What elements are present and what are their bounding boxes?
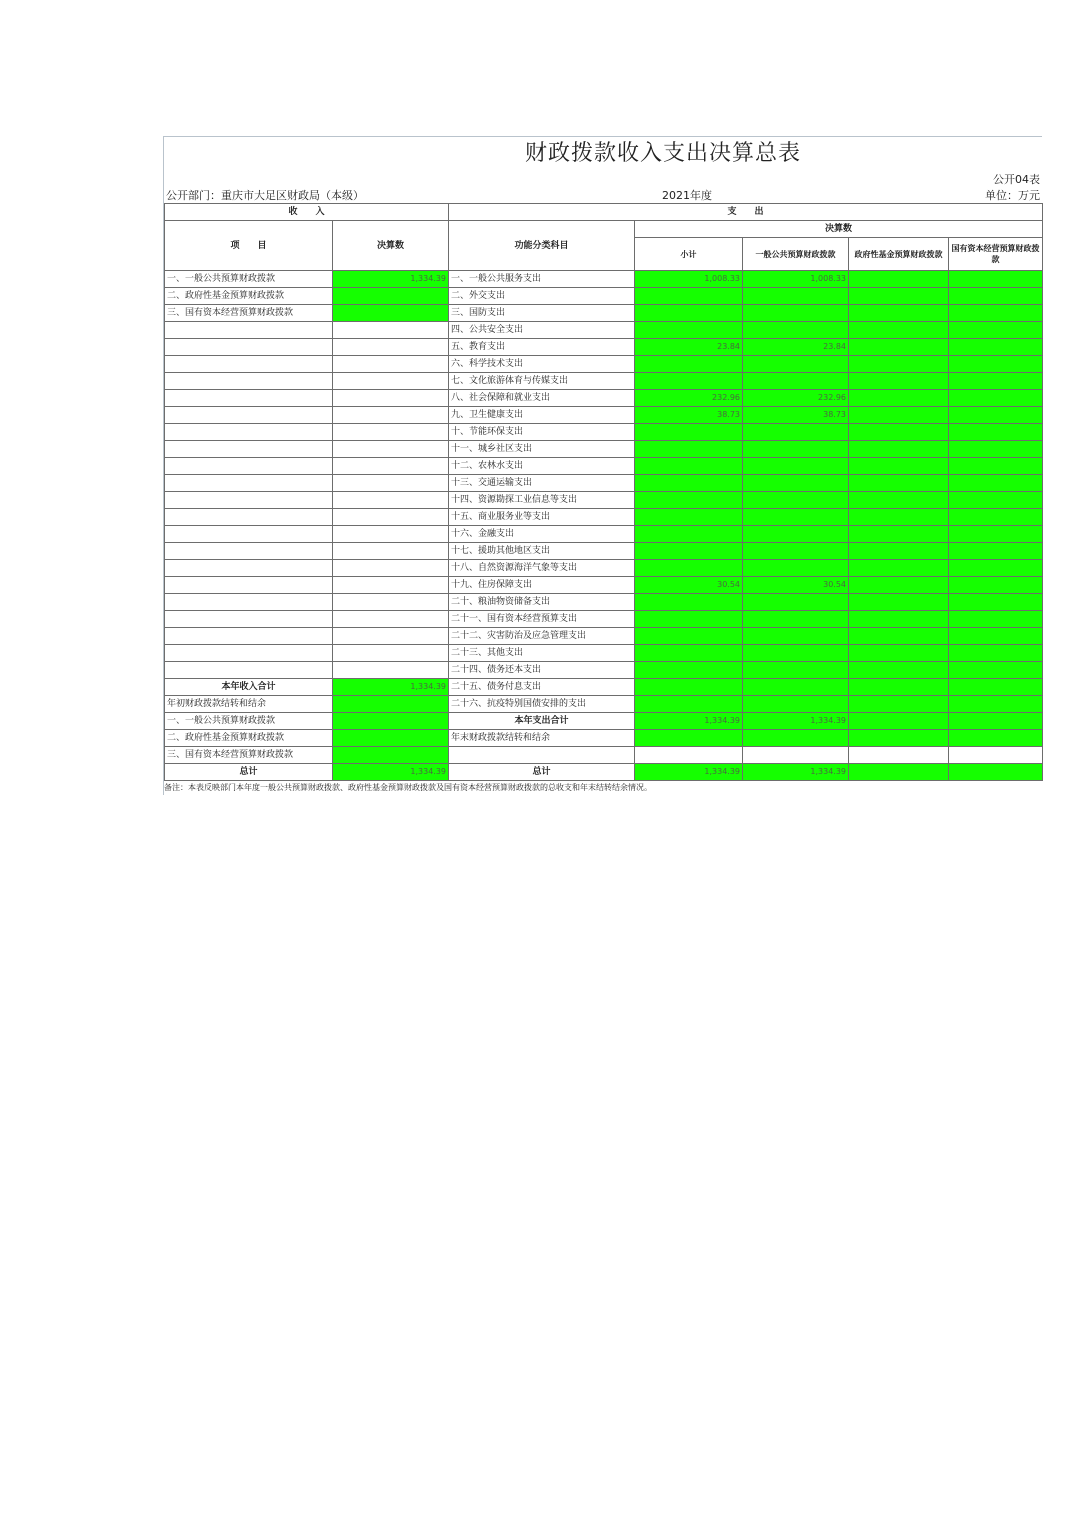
expense-gov-fund [849,492,949,509]
expense-state-capital [949,696,1043,713]
income-item: 二、政府性基金预算财政拨款 [165,288,333,305]
expense-state-capital [949,662,1043,679]
expense-general-budget [743,628,849,645]
income-item [165,509,333,526]
expense-general-budget [743,679,849,696]
final-amount-header: 决算数 [333,221,449,271]
expense-state-capital [949,611,1043,628]
expense-item: 本年支出合计 [449,713,635,730]
table-row [165,764,1043,781]
expense-state-capital [949,305,1043,322]
table-row [165,696,1043,713]
table-row [165,713,1043,730]
expense-item: 十七、援助其他地区支出 [449,543,635,560]
income-amount [333,288,449,305]
table-row [165,611,1043,628]
expense-subtotal: 30.54 [635,577,743,594]
department-label: 公开部门：重庆市大足区财政局（本级） [166,189,364,202]
income-amount [333,424,449,441]
expense-general-budget: 30.54 [743,577,849,594]
income-item [165,322,333,339]
expense-gov-fund [849,747,949,764]
expense-gov-fund [849,730,949,747]
expense-general-budget [743,492,849,509]
table-row [165,594,1043,611]
meta-row [164,187,1042,203]
expense-general-budget [743,458,849,475]
expense-general-budget [743,424,849,441]
income-item [165,662,333,679]
expense-state-capital [949,577,1043,594]
income-item: 一、一般公共预算财政拨款 [165,713,333,730]
expense-subtotal: 1,334.39 [635,764,743,781]
table-row [165,356,1043,373]
expense-subtotal [635,611,743,628]
expense-state-capital [949,322,1043,339]
expense-gov-fund [849,441,949,458]
table-code-row [164,171,1042,187]
expense-general-budget [743,543,849,560]
expense-general-budget [743,509,849,526]
table-code: 公开04表 [993,173,1040,186]
expense-gov-fund [849,764,949,781]
expense-state-capital [949,679,1043,696]
table-row [165,305,1043,322]
expense-item: 十八、自然资源海洋气象等支出 [449,560,635,577]
report-sheet [163,136,1042,795]
expense-state-capital [949,458,1043,475]
expense-general-budget [743,730,849,747]
expense-gov-fund [849,458,949,475]
income-item [165,645,333,662]
income-item [165,560,333,577]
income-item: 三、国有资本经营预算财政拨款 [165,747,333,764]
expense-item: 三、国防支出 [449,305,635,322]
income-item: 一、一般公共预算财政拨款 [165,271,333,288]
expense-gov-fund [849,424,949,441]
expense-subtotal [635,645,743,662]
table-row [165,441,1043,458]
expense-subtotal [635,594,743,611]
expense-gov-fund [849,662,949,679]
expense-item: 十三、交通运输支出 [449,475,635,492]
table-body [165,271,1043,781]
income-amount: 1,334.39 [333,679,449,696]
expense-state-capital [949,713,1043,730]
expense-subtotal: 23.84 [635,339,743,356]
income-item [165,526,333,543]
income-amount [333,645,449,662]
expense-subtotal [635,373,743,390]
table-row [165,475,1043,492]
income-amount [333,713,449,730]
expense-gov-fund [849,373,949,390]
income-amount [333,560,449,577]
expense-subtotal: 1,008.33 [635,271,743,288]
expense-item: 八、社会保障和就业支出 [449,390,635,407]
expense-item: 十九、住房保障支出 [449,577,635,594]
income-amount: 1,334.39 [333,271,449,288]
expense-item: 十、节能环保支出 [449,424,635,441]
expense-general-budget [743,645,849,662]
income-item [165,475,333,492]
expense-gov-fund [849,577,949,594]
expense-item: 十五、商业服务业等支出 [449,509,635,526]
expense-general-budget [743,322,849,339]
expense-gov-fund [849,628,949,645]
income-amount [333,747,449,764]
item-header: 项 目 [165,221,333,271]
expense-item: 七、文化旅游体育与传媒支出 [449,373,635,390]
table-row [165,390,1043,407]
income-item [165,356,333,373]
expense-gov-fund [849,611,949,628]
expense-gov-fund [849,543,949,560]
income-amount [333,441,449,458]
income-amount [333,339,449,356]
expense-general-budget [743,373,849,390]
expense-gov-fund [849,509,949,526]
income-amount [333,577,449,594]
income-amount [333,611,449,628]
income-amount [333,458,449,475]
expense-general-budget [743,560,849,577]
expense-item: 十四、资源勘探工业信息等支出 [449,492,635,509]
expense-general-budget [743,356,849,373]
income-item [165,458,333,475]
table-row [165,424,1043,441]
expense-item: 二、外交支出 [449,288,635,305]
income-item [165,543,333,560]
expense-state-capital [949,271,1043,288]
expense-item: 年末财政拨款结转和结余 [449,730,635,747]
income-amount [333,662,449,679]
expense-item: 二十四、债务还本支出 [449,662,635,679]
expense-general-budget [743,305,849,322]
income-item [165,492,333,509]
expense-general-budget: 38.73 [743,407,849,424]
income-amount [333,322,449,339]
income-amount [333,526,449,543]
expense-subtotal [635,509,743,526]
income-item [165,339,333,356]
expense-general-budget: 1,334.39 [743,713,849,730]
expense-subtotal [635,458,743,475]
table-row [165,526,1043,543]
expense-item: 一、一般公共服务支出 [449,271,635,288]
expense-item: 总计 [449,764,635,781]
income-item: 三、国有资本经营预算财政拨款 [165,305,333,322]
expense-state-capital [949,475,1043,492]
expense-gov-fund [849,713,949,730]
expense-subtotal [635,441,743,458]
expense-state-capital [949,747,1043,764]
expense-gov-fund [849,645,949,662]
expense-state-capital [949,288,1043,305]
expense-general-budget [743,662,849,679]
expense-subtotal [635,628,743,645]
income-item [165,390,333,407]
income-item: 年初财政拨款结转和结余 [165,696,333,713]
table-row [165,645,1043,662]
income-amount [333,475,449,492]
expense-general-budget [743,611,849,628]
expense-general-budget: 232.96 [743,390,849,407]
table-row [165,543,1043,560]
state-capital-header: 国有资本经营预算财政拨款 [949,238,1043,271]
income-amount [333,730,449,747]
expense-state-capital [949,492,1043,509]
table-row [165,373,1043,390]
expense-state-capital [949,526,1043,543]
income-amount: 1,334.39 [333,764,449,781]
income-item [165,611,333,628]
expense-item: 二十六、抗疫特别国债安排的支出 [449,696,635,713]
income-item: 总计 [165,764,333,781]
expense-state-capital [949,356,1043,373]
income-item [165,628,333,645]
expense-general-budget [743,594,849,611]
table-row [165,492,1043,509]
income-item [165,577,333,594]
expense-item: 二十五、债务付息支出 [449,679,635,696]
income-item [165,441,333,458]
expense-general-budget [743,747,849,764]
expense-subtotal [635,356,743,373]
income-amount [333,305,449,322]
expense-subtotal [635,662,743,679]
budget-table [164,203,1043,781]
expense-state-capital [949,764,1043,781]
expense-gov-fund [849,594,949,611]
expense-general-budget: 1,334.39 [743,764,849,781]
expense-item: 十二、农林水支出 [449,458,635,475]
expense-subtotal [635,747,743,764]
expense-subtotal [635,322,743,339]
unit-label: 单位：万元 [985,189,1040,202]
general-budget-header: 一般公共预算财政拨款 [743,238,849,271]
income-header: 收 入 [165,204,449,221]
expense-subtotal [635,475,743,492]
expense-state-capital [949,441,1043,458]
expense-gov-fund [849,526,949,543]
table-row [165,288,1043,305]
expense-gov-fund [849,407,949,424]
expense-item: 四、公共安全支出 [449,322,635,339]
income-amount [333,390,449,407]
table-row [165,730,1043,747]
expense-subtotal [635,288,743,305]
expense-subtotal [635,305,743,322]
expense-subtotal [635,543,743,560]
table-row [165,560,1043,577]
expense-general-budget [743,475,849,492]
income-amount [333,492,449,509]
expense-subtotal [635,424,743,441]
income-amount [333,543,449,560]
expense-item: 十一、城乡社区支出 [449,441,635,458]
table-row [165,322,1043,339]
table-row [165,679,1043,696]
expense-state-capital [949,560,1043,577]
expense-state-capital [949,339,1043,356]
table-row [165,458,1043,475]
expense-item: 十六、金融支出 [449,526,635,543]
expense-state-capital [949,390,1043,407]
income-item: 本年收入合计 [165,679,333,696]
expense-subtotal: 1,334.39 [635,713,743,730]
expense-item: 二十三、其他支出 [449,645,635,662]
expense-general-budget [743,526,849,543]
expense-gov-fund [849,305,949,322]
table-row [165,271,1043,288]
expense-gov-fund [849,339,949,356]
table-row [165,628,1043,645]
expense-state-capital [949,594,1043,611]
expense-item: 二十一、国有资本经营预算支出 [449,611,635,628]
expense-subtotal: 38.73 [635,407,743,424]
final-amount-group-header: 决算数 [635,221,1043,238]
expense-gov-fund [849,271,949,288]
func-category-header: 功能分类科目 [449,221,635,271]
income-amount [333,594,449,611]
income-item: 二、政府性基金预算财政拨款 [165,730,333,747]
expense-state-capital [949,628,1043,645]
expense-gov-fund [849,475,949,492]
expense-subtotal [635,696,743,713]
income-amount [333,696,449,713]
subtotal-header: 小计 [635,238,743,271]
expense-general-budget: 23.84 [743,339,849,356]
gov-fund-header: 政府性基金预算财政拨款 [849,238,949,271]
expense-state-capital [949,509,1043,526]
expense-subtotal: 232.96 [635,390,743,407]
income-amount [333,356,449,373]
income-amount [333,509,449,526]
income-item [165,424,333,441]
table-row [165,747,1043,764]
page-title: 财政拨款收入支出决算总表 [524,141,801,166]
income-amount [333,373,449,390]
expense-subtotal [635,526,743,543]
expense-gov-fund [849,390,949,407]
expense-item: 六、科学技术支出 [449,356,635,373]
expense-general-budget [743,441,849,458]
table-row [165,407,1043,424]
expense-item: 五、教育支出 [449,339,635,356]
income-item [165,594,333,611]
expense-state-capital [949,730,1043,747]
expense-state-capital [949,424,1043,441]
expense-subtotal [635,679,743,696]
expense-general-budget [743,696,849,713]
income-item [165,373,333,390]
fiscal-year: 2021年度 [662,189,712,202]
expense-item [449,747,635,764]
footnote: 备注：本表反映部门本年度一般公共预算财政拨款、政府性基金预算财政拨款及国有资本经营预算财政拨款的总收支和年末结转结余情况。 [164,783,652,792]
table-row [165,662,1043,679]
income-amount [333,407,449,424]
expense-subtotal [635,730,743,747]
expense-gov-fund [849,288,949,305]
expense-gov-fund [849,696,949,713]
expense-subtotal [635,560,743,577]
expense-item: 九、卫生健康支出 [449,407,635,424]
expense-subtotal [635,492,743,509]
income-amount [333,628,449,645]
table-row [165,509,1043,526]
expense-state-capital [949,373,1043,390]
income-item [165,407,333,424]
expense-state-capital [949,645,1043,662]
expense-general-budget: 1,008.33 [743,271,849,288]
expense-gov-fund [849,560,949,577]
expense-gov-fund [849,356,949,373]
expense-state-capital [949,407,1043,424]
expense-item: 二十二、灾害防治及应急管理支出 [449,628,635,645]
expense-state-capital [949,543,1043,560]
expense-gov-fund [849,322,949,339]
table-row [165,577,1043,594]
expense-item: 二十、粮油物资储备支出 [449,594,635,611]
expense-gov-fund [849,679,949,696]
expense-header: 支 出 [449,204,1043,221]
table-row [165,339,1043,356]
expense-general-budget [743,288,849,305]
